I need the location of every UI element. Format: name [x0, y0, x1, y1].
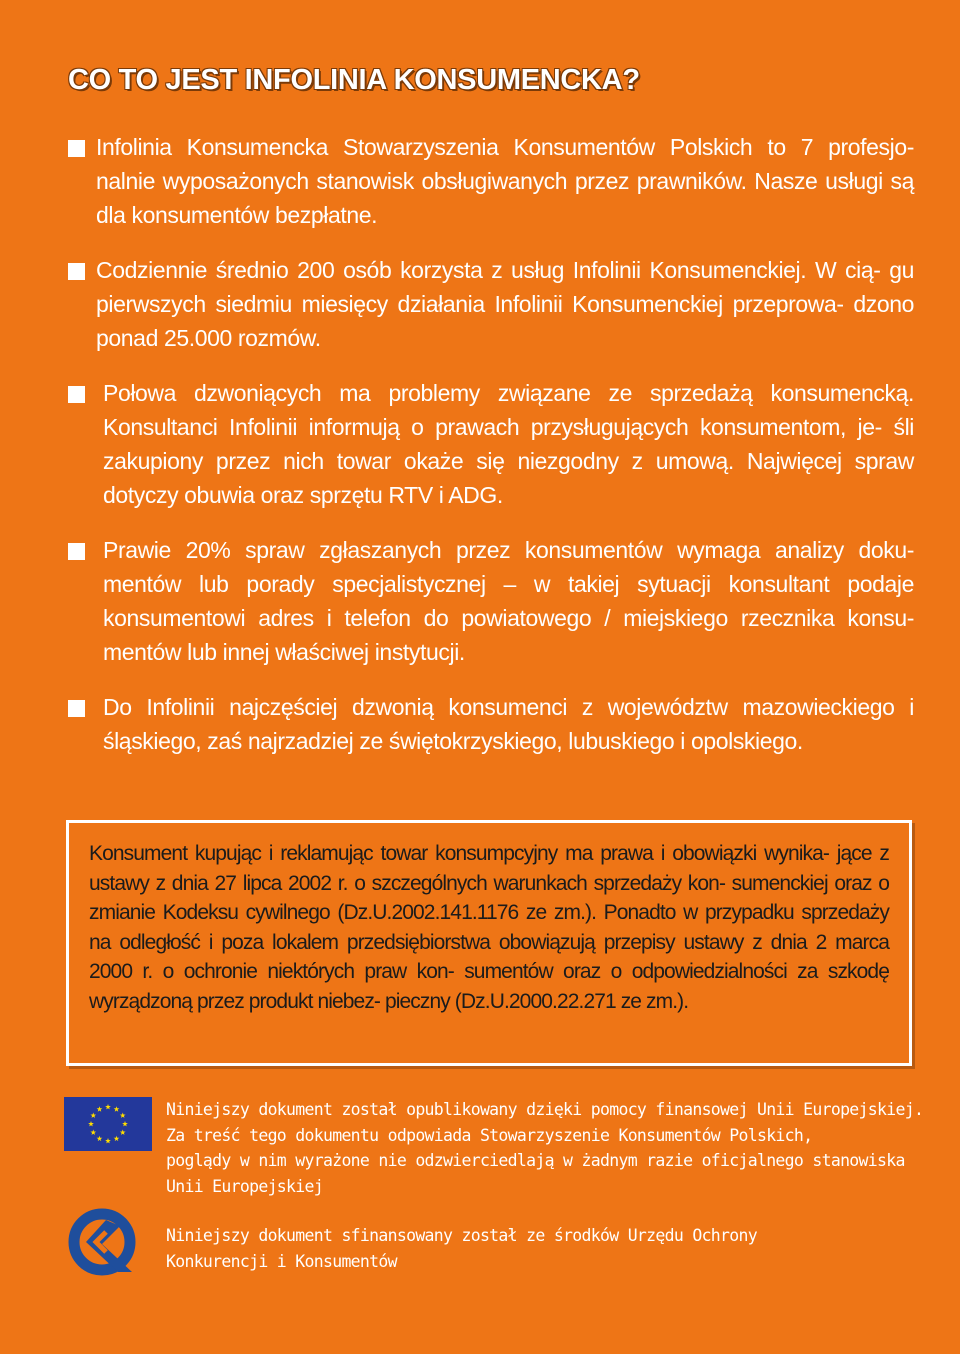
eu-disclaimer-line: Unii Europejskiej	[166, 1176, 323, 1196]
uokik-logo-icon	[66, 1206, 144, 1278]
list-item-text: Do Infolinii najczęściej dzwonią konsumenci z województw mazowieckiego i śląskiego, zaś najrzadziej ze świętokrzyskiego, lubuskiego i opolskiego.	[103, 694, 914, 754]
list-item	[68, 376, 914, 512]
eu-disclaimer	[166, 1097, 926, 1199]
square-bullet-icon	[68, 700, 85, 717]
list-item	[68, 690, 914, 758]
eu-disclaimer-line: Niniejszy dokument został opublikowany dzięki pomocy finansowej Unii Europejskiej.	[166, 1100, 924, 1119]
list-item-text: Infolinia Konsumencka Stowarzyszenia Konsumentów Polskich to 7 profesjo- nalnie wyposażonych stanowisk obsługiwanych przez prawników. Nasze usługi są dla konsumentów bezpłatne.	[96, 134, 914, 228]
eu-flag-icon	[64, 1097, 152, 1151]
eu-star-icon	[97, 1136, 103, 1141]
square-bullet-icon	[68, 386, 85, 403]
uokik-note-line: Konkurencji i Konsumentów	[166, 1251, 397, 1271]
list-item	[68, 533, 914, 669]
eu-star-icon	[105, 1138, 111, 1143]
legal-notice-box	[66, 820, 912, 1066]
list-item	[68, 130, 914, 232]
eu-disclaimer-line: poglądy w nim wyrażone nie odzwierciedlają w żadnym razie oficjalnego stanowiska	[166, 1151, 905, 1170]
eu-star-icon	[88, 1121, 94, 1126]
eu-star-icon	[90, 1113, 96, 1118]
list-item-text: Codziennie średnio 200 osób korzysta z usług Infolinii Konsumenckiej. W cią- gu pierwszych siedmiu miesięcy działania Infolinii Konsumenckiej przeprowa- dzono ponad 25.000 rozmów.	[96, 257, 914, 351]
page-title: CO TO JEST INFOLINIA KONSUMENCKA?	[68, 64, 640, 96]
uokik-note-line: Niniejszy dokument sfinansowany został ze środków Urzędu Ochrony	[166, 1226, 757, 1245]
eu-flag-stars	[64, 1097, 152, 1151]
square-bullet-icon	[68, 140, 85, 157]
eu-star-icon	[120, 1113, 126, 1118]
square-bullet-icon	[68, 263, 85, 280]
eu-star-icon	[90, 1130, 96, 1135]
list-item-text: Połowa dzwoniących ma problemy związane ze sprzedażą konsumencką. Konsultanci Infolinii informują o prawach przysługujących konsumentom, je- śli zakupiony przez nich towar okaże się niezgodny z umową. Najwięcej spraw dotyczy obuwia oraz sprzętu RTV i ADG.	[103, 380, 914, 508]
info-list	[68, 130, 914, 779]
eu-star-icon	[120, 1130, 126, 1135]
eu-disclaimer-line: Za treść tego dokumentu odpowiada Stowarzyszenie Konsumentów Polskich,	[166, 1125, 813, 1145]
square-bullet-icon	[68, 543, 85, 560]
eu-star-icon	[122, 1121, 128, 1126]
eu-star-icon	[114, 1136, 120, 1141]
legal-notice-text: Konsument kupując i reklamując towar konsumpcyjny ma prawa i obowiązki wynika- jące z ustawy z dnia 27 lipca 2002 r. o szczególnych warunkach sprzedaży kon- sumenckiej oraz o zmianie Kodeksu cywilnego (Dz.U.2002.141.1176 ze zm.). Ponadto w przypadku sprzedaży na odległość i poza lokalem przedsiębiorstwa obowiązują przepisy ustawy z dnia 2 marca 2000 r. o ochronie niektórych praw kon- sumentów oraz o odpowiedzialności za szkodę wyrządzoną przez produkt niebez- pieczny (Dz.U.2000.22.271 ze zm.).	[89, 842, 889, 1013]
uokik-note	[166, 1223, 926, 1274]
eu-star-icon	[97, 1106, 103, 1111]
eu-star-icon	[114, 1106, 120, 1111]
eu-star-icon	[105, 1104, 111, 1109]
list-item	[68, 253, 914, 355]
list-item-text: Prawie 20% spraw zgłaszanych przez konsumentów wymaga analizy doku- mentów lub porady specjalistycznej – w takiej sytuacji konsultant podaje konsumentowi adres i telefon do powiatowego / miejskiego rzecznika konsu- mentów lub innej właściwej instytucji.	[103, 537, 914, 665]
